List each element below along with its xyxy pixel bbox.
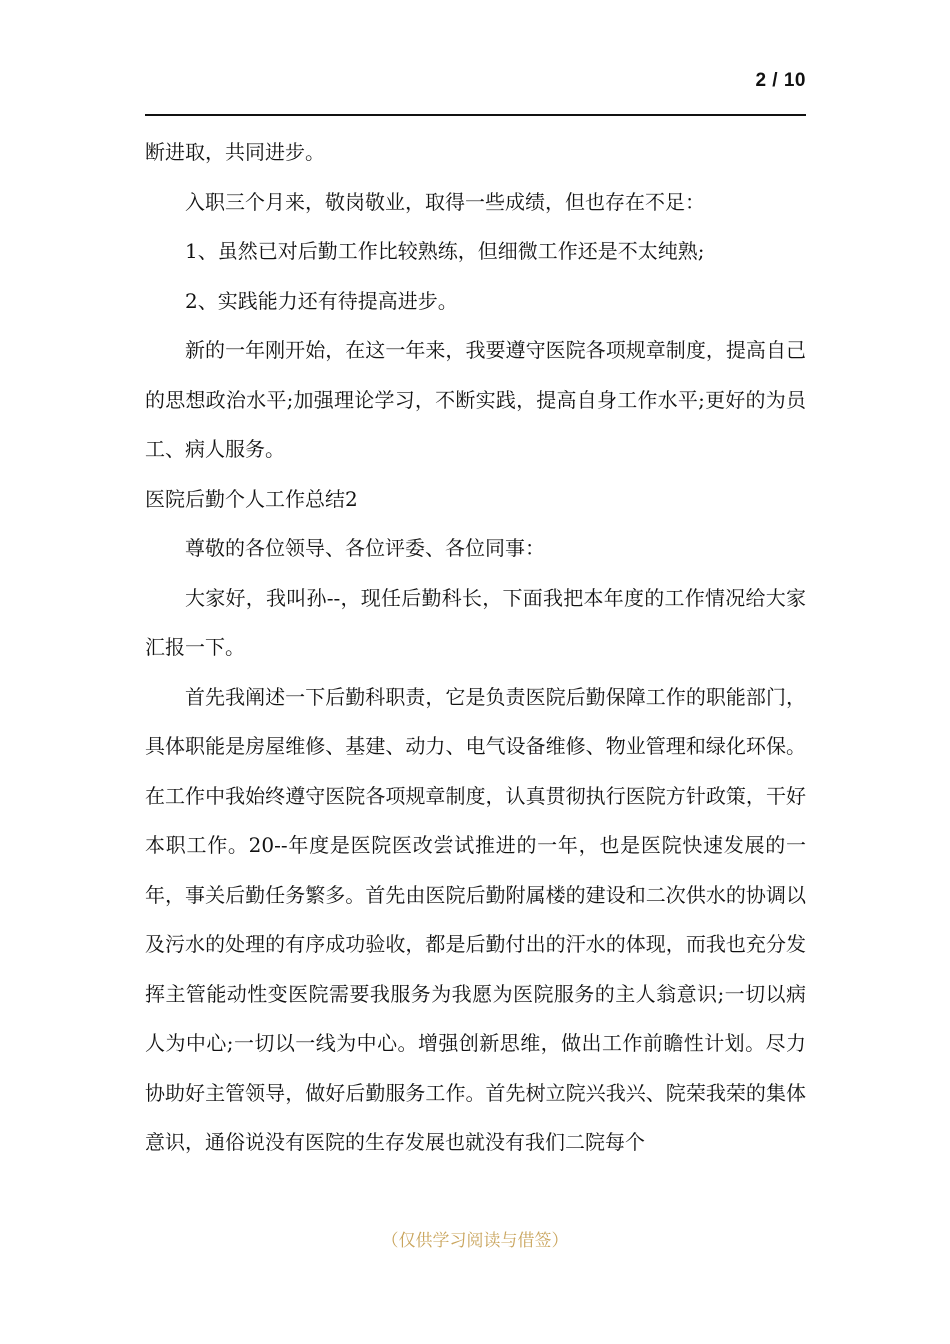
document-body [145, 128, 806, 1168]
paragraph-shortcoming-1: 1、虽然已对后勤工作比较熟练，但细微工作还是不太纯熟; [185, 239, 705, 263]
paragraph-new-year-plan: 新的一年刚开始，在这一年来，我要遵守医院各项规章制度，提高自己的思想政治水平;加强理论学习，不断实践，提高自身工作水平;更好的为员工、病人服务。 [145, 338, 806, 461]
footer-disclaimer: （仅供学习阅读与借签） [381, 1231, 569, 1251]
section-heading: 医院后勤个人工作总结2 [145, 486, 358, 511]
paragraph-continuation: 断进取，共同进步。 [145, 140, 325, 164]
page-number: 2 / 10 [755, 70, 806, 91]
paragraph-summary-intro: 入职三个月来，敬岗敬业，取得一些成绩，但也存在不足： [185, 189, 705, 214]
paragraph-duties: 首先我阐述一下后勤科职责，它是负责医院后勤保障工作的职能部门，具体职能是房屋维修、基建、动力、电气设备维修、物业管理和绿化环保。在工作中我始终遵守医院各项规章制度，认真贯彻执行医院方针政策，干好本职工作。20--年度是医院医改尝试推进的一年，也是医院快速发展的一年，事关后勤任务繁多。首先由医院后勤附属楼的建设和二次供水的协调以及污水的处理的有序成功验收，都是后勤付出的汗水的体现，而我也充分发挥主管能动性变医院需要我服务为我愿为医院服务的主人翁意识;一切以病人为中心;一切以一线为中心。增强创新思维，做出工作前瞻性计划。尽力协助好主管领导，做好后勤服务工作。首先树立院兴我兴、院荣我荣的集体意识，通俗说没有医院的生存发展也就没有我们二院每个 [145, 684, 806, 1154]
paragraph-greeting: 大家好，我叫孙--，现任后勤科长，下面我把本年度的工作情况给大家汇报一下。 [145, 585, 806, 659]
paragraph-shortcoming-2: 2、实践能力还有待提高进步。 [185, 288, 458, 313]
paragraph-salutation: 尊敬的各位领导、各位评委、各位同事： [185, 536, 545, 560]
header-divider [145, 114, 806, 116]
